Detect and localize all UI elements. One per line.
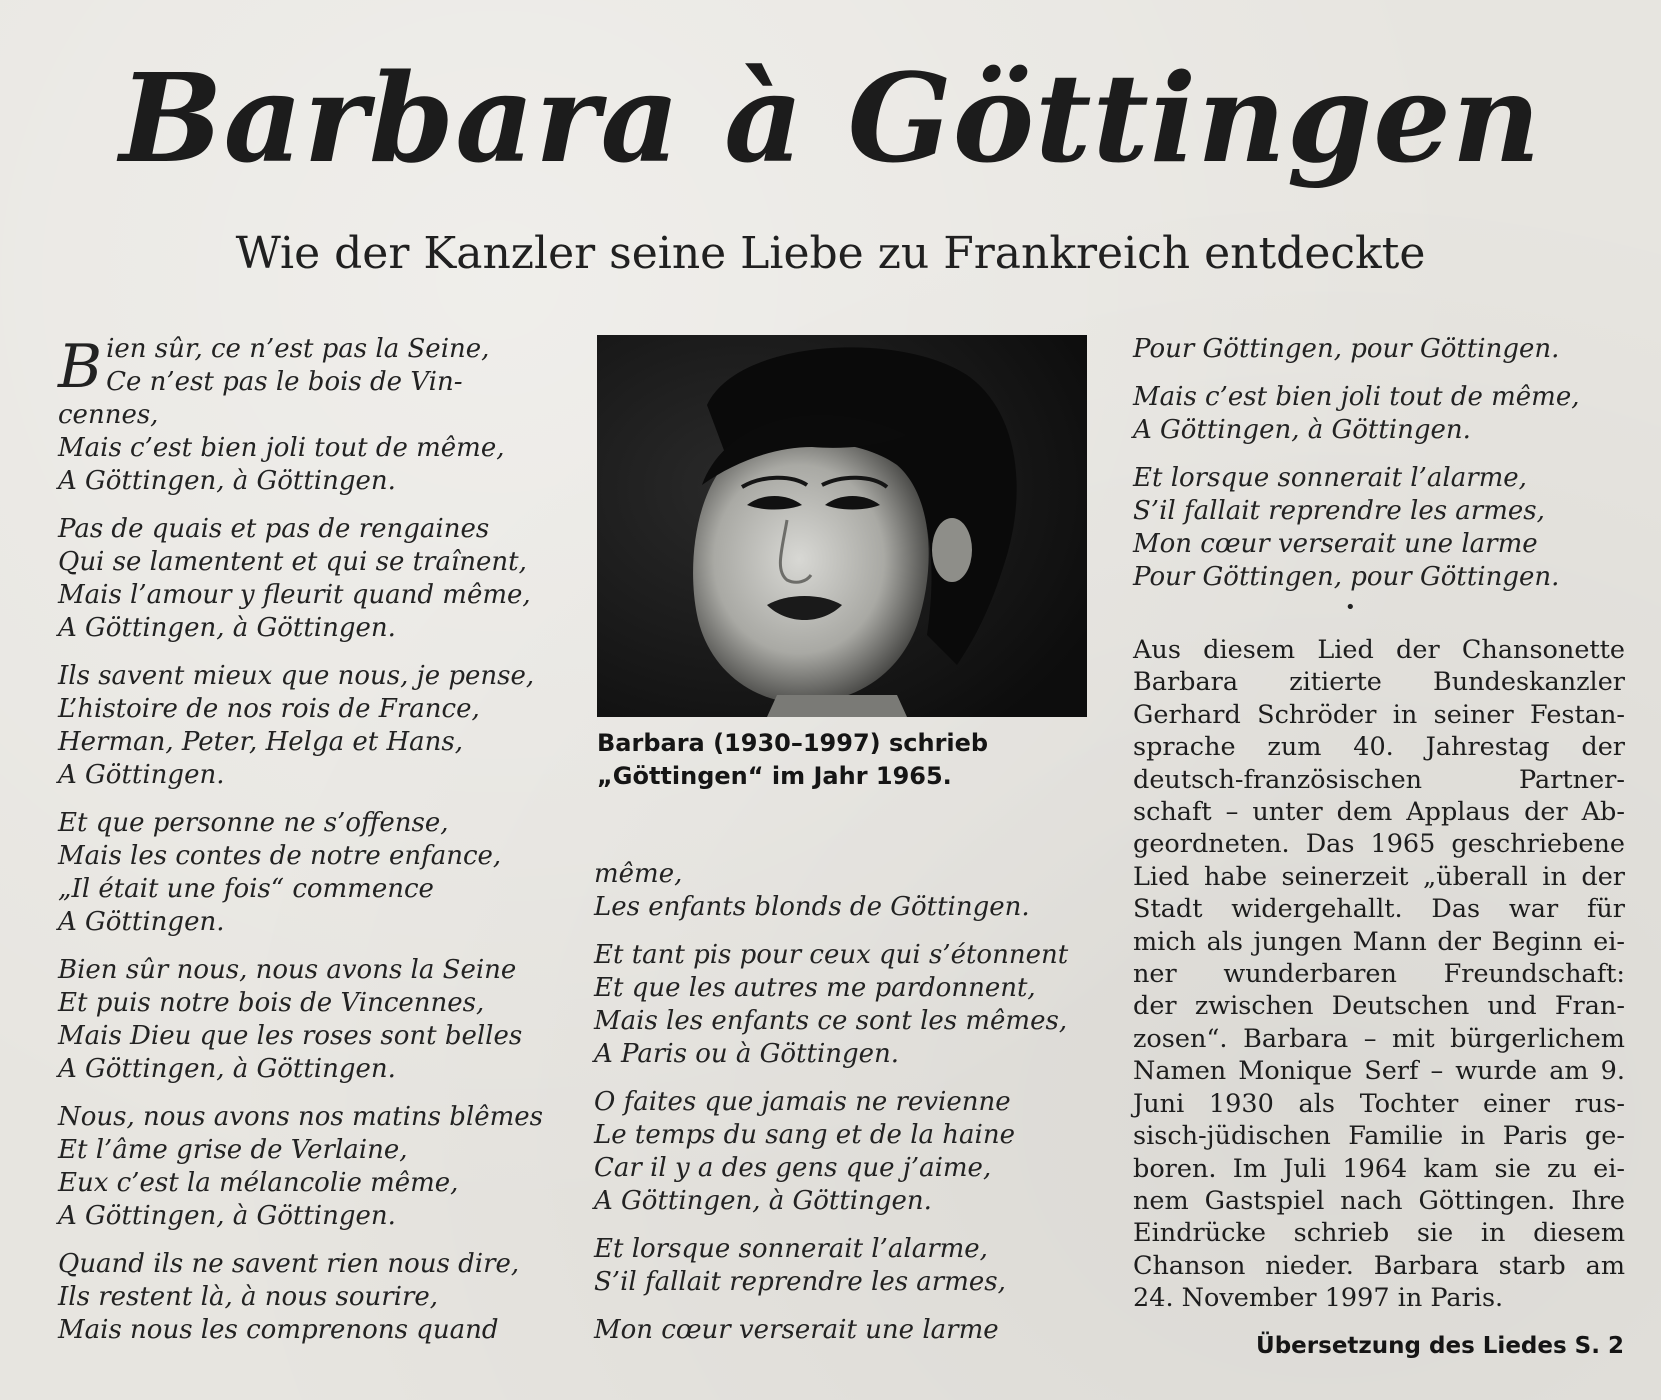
lyric-line: Mon cœur verserait une larme: [594, 1315, 999, 1345]
lyric-line: A Paris ou à Göttingen.: [594, 1039, 900, 1069]
stanza: [594, 1086, 1094, 1218]
article-line: Namen Monique Serf – wurde am 9.: [1133, 1056, 1625, 1087]
article-line: mich als jungen Mann der Beginn ei-: [1133, 926, 1625, 957]
article-line: Barbara zitierte Bundeskanzler: [1133, 667, 1625, 698]
lyric-line: Mais c’est bien joli tout de même,: [58, 433, 505, 463]
article-line: Stadt widergehallt. Das war für: [1133, 894, 1625, 925]
lyric-line: Pour Göttingen, pour Göttingen.: [1133, 334, 1560, 364]
lyric-line: Mon cœur verserait une larme: [1133, 529, 1538, 559]
lyric-line: Le temps du sang et de la haine: [594, 1120, 1015, 1150]
article-line: ner wunderbaren Freundschaft:: [1133, 959, 1625, 990]
lyric-line: Ils restent là, à nous sourire,: [58, 1282, 439, 1312]
stanza: [1133, 462, 1633, 594]
lyric-line: Mais nous les comprenons quand: [58, 1315, 499, 1345]
stanza: [58, 954, 558, 1086]
article-line: geordneten. Das 1965 geschriebene: [1133, 829, 1625, 860]
stanza: [58, 807, 558, 939]
article-line: sisch-jüdischen Familie in Paris ge-: [1133, 1121, 1625, 1152]
lyrics-column-1: [58, 333, 558, 1362]
article-line: Juni 1930 als Tochter einer rus-: [1133, 1088, 1625, 1119]
section-divider: •: [1345, 597, 1356, 618]
caption-line-1: Barbara (1930–1997) schrieb: [597, 729, 989, 757]
stanza: [58, 660, 558, 792]
lyric-line: S’il fallait reprendre les armes,: [1133, 496, 1545, 526]
lyric-line: Et lorsque sonnerait l’alarme,: [1133, 463, 1527, 493]
stanza: [58, 333, 558, 498]
lyric-line: Et l’âme grise de Verlaine,: [58, 1135, 408, 1165]
translation-reference: Übersetzung des Liedes S. 2: [1256, 1333, 1624, 1359]
lyric-line: O faites que jamais ne revienne: [594, 1087, 1011, 1117]
article-line: 24. November 1997 in Paris.: [1133, 1283, 1504, 1314]
lyric-line: Mais l’amour y fleurit quand même,: [58, 580, 531, 610]
lyric-line: Pour Göttingen, pour Göttingen.: [1133, 562, 1560, 592]
stanza: [1133, 381, 1633, 447]
photo-caption: [597, 727, 1097, 793]
article-line: Lied habe seinerzeit „überall in der: [1133, 861, 1625, 892]
lyric-line: Nous, nous avons nos matins blêmes: [58, 1102, 543, 1132]
lyric-line: A Göttingen, à Göttingen.: [58, 1054, 396, 1084]
stanza: [58, 513, 558, 645]
article-line: sprache zum 40. Jahrestag der: [1133, 732, 1625, 763]
stanza: [594, 1314, 1094, 1347]
lyric-line: ien sûr, ce n’est pas la Seine,: [106, 334, 490, 364]
stanza: [1133, 333, 1633, 366]
article-line: Eindrücke schrieb sie in diesem: [1133, 1218, 1625, 1249]
lyric-line: Mais Dieu que les roses sont belles: [58, 1021, 523, 1051]
lyric-line: cennes,: [58, 400, 159, 430]
lyric-line: Et tant pis pour ceux qui s’étonnent: [594, 940, 1069, 970]
article-line: der zwischen Deutschen und Fran-: [1133, 991, 1625, 1022]
stanza: [58, 1248, 558, 1347]
lyric-line: A Göttingen.: [58, 760, 225, 790]
lyric-line: Ils savent mieux que nous, je pense,: [58, 661, 535, 691]
lyric-line: A Göttingen, à Göttingen.: [594, 1186, 932, 1216]
article-line: zosen“. Barbara – mit bürgerlichem: [1133, 1023, 1625, 1054]
lyric-line: Qui se lamentent et qui se traînent,: [58, 547, 527, 577]
lyric-line: A Göttingen, à Göttingen.: [58, 1201, 396, 1231]
lyric-line: Mais les enfants ce sont les mêmes,: [594, 1006, 1068, 1036]
article-line: nem Gastspiel nach Göttingen. Ihre: [1133, 1185, 1625, 1216]
stanza: [594, 858, 1094, 924]
article-line: Aus diesem Lied der Chansonette: [1133, 635, 1625, 665]
lyric-line: A Göttingen, à Göttingen.: [1133, 415, 1471, 445]
lyric-line: Et puis notre bois de Vincennes,: [58, 988, 485, 1018]
portrait-photo: [597, 335, 1087, 717]
lyric-line: L’histoire de nos rois de France,: [58, 694, 480, 724]
lyric-line: Bien sûr nous, nous avons la Seine: [58, 955, 517, 985]
stanza: [58, 1101, 558, 1233]
lyric-line: S’il fallait reprendre les armes,: [594, 1267, 1006, 1297]
lyric-line: Les enfants blonds de Göttingen.: [594, 892, 1030, 922]
lyric-line: Et lorsque sonnerait l’alarme,: [594, 1234, 988, 1264]
lyric-line: Ce n’est pas le bois de Vin-: [106, 367, 463, 397]
caption-line-2: „Göttingen“ im Jahr 1965.: [597, 762, 952, 790]
article-line: schaft – unter dem Applaus der Ab-: [1133, 797, 1625, 828]
article-text: [1133, 634, 1625, 1315]
article-line: boren. Im Juli 1964 kam sie zu ei-: [1133, 1153, 1625, 1184]
lyric-line: Quand ils ne savent rien nous dire,: [58, 1249, 520, 1279]
lyric-line: Mais c’est bien joli tout de même,: [1133, 382, 1580, 412]
lyric-line: Herman, Peter, Helga et Hans,: [58, 727, 463, 757]
stanza: [594, 939, 1094, 1071]
lyric-line: A Göttingen, à Göttingen.: [58, 466, 396, 496]
subheadline: Wie der Kanzler seine Liebe zu Frankreich entdeckte: [235, 228, 1426, 279]
drop-cap: B: [58, 332, 103, 402]
lyrics-column-3: [1133, 333, 1633, 609]
lyrics-column-2: [594, 858, 1094, 1362]
lyric-line: Eux c’est la mélancolie même,: [58, 1168, 459, 1198]
lyric-line: Et que personne ne s’offense,: [58, 808, 449, 838]
stanza: [594, 1233, 1094, 1299]
lyric-line: Et que les autres me pardonnent,: [594, 973, 1036, 1003]
article-line: Gerhard Schröder in seiner Festan-: [1133, 699, 1625, 730]
lyric-line: Pas de quais et pas de rengaines: [58, 514, 490, 544]
lyric-line: „Il était une fois“ commence: [58, 874, 434, 904]
lyric-line: Mais les contes de notre enfance,: [58, 841, 502, 871]
lyric-line: A Göttingen, à Göttingen.: [58, 613, 396, 643]
lyric-line: Car il y a des gens que j’aime,: [594, 1153, 992, 1183]
headline: Barbara à Göttingen: [119, 46, 1542, 190]
article-line: Chanson nieder. Barbara starb am: [1133, 1250, 1625, 1281]
article-line: deutsch-französischen Partner-: [1133, 764, 1625, 795]
lyric-line: A Göttingen.: [58, 907, 225, 937]
lyric-line: même,: [594, 859, 683, 889]
